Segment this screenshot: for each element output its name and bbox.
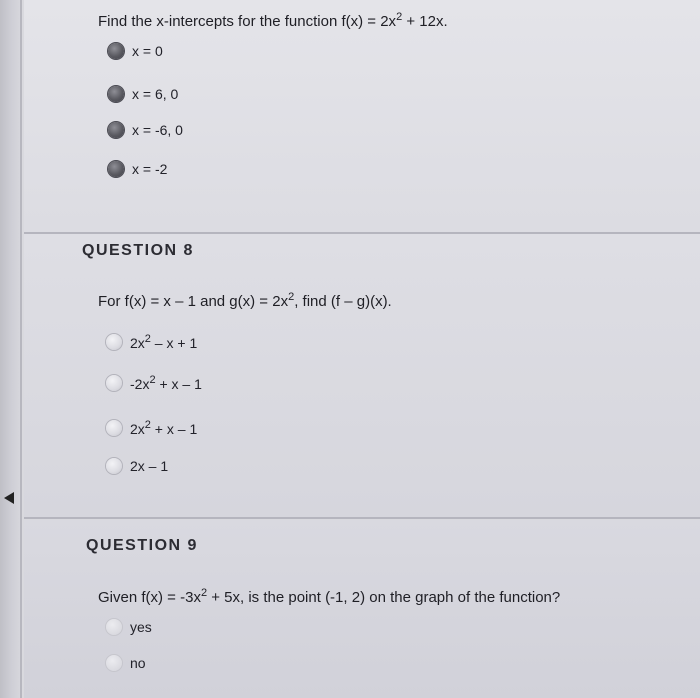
question-8-option-2[interactable]: [106, 371, 202, 395]
question-7-option-3[interactable]: [108, 118, 183, 142]
option-label: yes: [130, 619, 152, 635]
cursor-arrow-icon: [4, 492, 14, 504]
radio-button-icon[interactable]: [106, 375, 122, 391]
radio-button-icon[interactable]: [106, 458, 122, 474]
radio-button-icon[interactable]: [108, 86, 124, 102]
radio-button-icon[interactable]: [106, 334, 122, 350]
question-8-heading: QUESTION 8: [82, 242, 194, 259]
option-label: 2x – 1: [130, 458, 169, 474]
question-7-prompt: Find the x-intercepts for the function $f(x) = 2x^2 + 12x$.: [98, 11, 448, 30]
question-7-option-4[interactable]: [108, 157, 167, 181]
question-8-option-3[interactable]: [106, 416, 197, 440]
radio-button-icon[interactable]: [108, 122, 124, 138]
radio-button-icon[interactable]: [108, 161, 124, 177]
question-7-option-1[interactable]: [108, 39, 163, 63]
question-9-option-no[interactable]: [106, 651, 146, 675]
option-label: $-2x^2 + x - 1$: [130, 374, 202, 392]
question-9-prompt: Given $f(x) = -3x^2 + 5x$, is the point (-1, 2) on the graph of the function?: [98, 587, 561, 606]
question-divider: [24, 517, 700, 519]
radio-button-icon[interactable]: [106, 655, 122, 671]
option-label: x = 6, 0: [132, 86, 179, 102]
question-9-heading: QUESTION 9: [86, 537, 198, 554]
option-label: x = -6, 0: [132, 122, 183, 138]
option-label: x = 0: [132, 43, 163, 59]
question-7-option-2[interactable]: [108, 82, 178, 106]
option-label: no: [130, 655, 146, 671]
question-8-option-1[interactable]: [106, 330, 197, 354]
option-label: $2x^2 + x - 1$: [130, 419, 198, 437]
question-8-prompt: For f(x) = x – 1 and $g(x) = 2x^2$, find (f – g)(x).: [98, 291, 392, 310]
option-label: $2x^2 - x + 1$: [130, 333, 198, 351]
option-label: x = -2: [132, 161, 168, 177]
screen-edge: [0, 0, 20, 698]
question-9-option-yes[interactable]: [106, 615, 152, 639]
screen-edge-line: [20, 0, 22, 698]
radio-button-icon[interactable]: [106, 420, 122, 436]
question-7-panel: [24, 0, 700, 232]
radio-button-icon[interactable]: [106, 619, 122, 635]
question-8-option-4[interactable]: [106, 454, 168, 478]
radio-button-icon[interactable]: [108, 43, 124, 59]
